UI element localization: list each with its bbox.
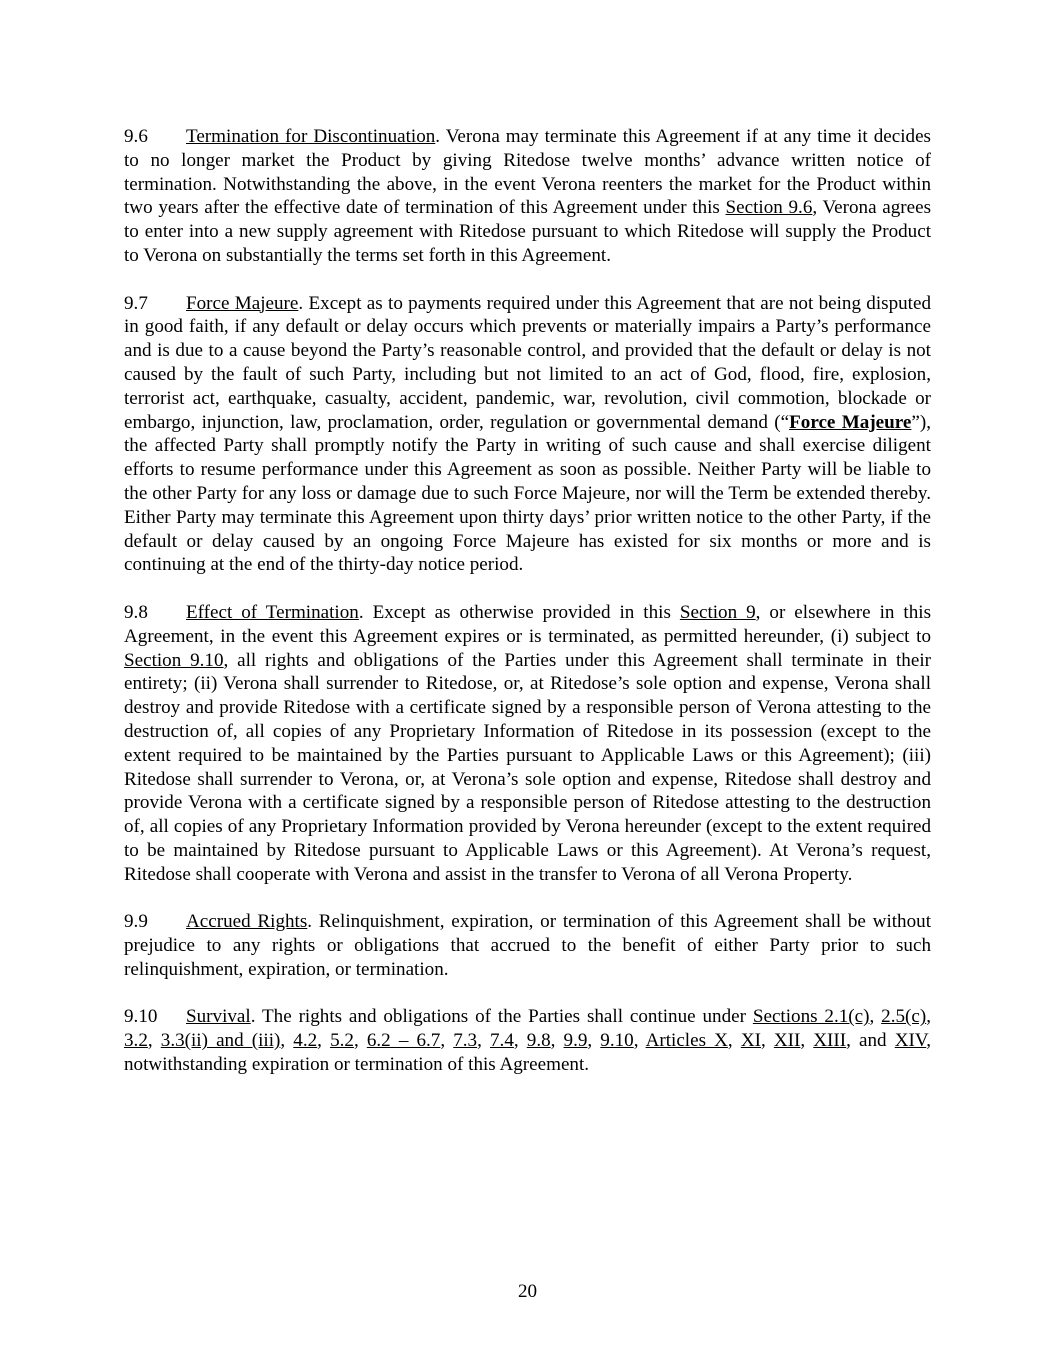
section-number: 9.9: [124, 911, 148, 933]
section-number: 9.10: [124, 1006, 158, 1028]
page-number: 20: [517, 1281, 538, 1302]
cross-reference: 9.9: [563, 1030, 588, 1052]
cross-reference: Section 9.10: [124, 649, 224, 671]
section-number: 9.7: [124, 292, 148, 314]
section-text: , or elsewhere in this Agreement, in the event this Agreement expires or is terminated, as permitted hereunder, (i) subject to: [124, 601, 931, 647]
cross-reference: 7.4: [490, 1030, 514, 1052]
document-page: [124, 125, 931, 1101]
cross-reference: 2.5(c): [881, 1006, 927, 1028]
cross-reference: Articles X: [645, 1030, 728, 1052]
section-text: , all rights and obligations of the Parties under this Agreement shall terminate in their entirety; (ii) Verona shall surrender to Ritedose, or, at Ritedose’s sole option and expense, Verona shall destroy and provide Ritedose with a certificate signed by a responsible person of Verona attesting to the destruction of, all copies of any Proprietary Information of Ritedose in its possession (except to the extent required to be maintained by the Parties pursuant to Applicable Laws or this Agreement); (iii) Ritedose shall surrender to Verona, or, at Verona’s sole option and expense, Ritedose shall destroy and provide Verona with a certificate signed by a responsible person of Ritedose attesting to the destruction of, all copies of any Proprietary Information provided by Verona hereunder (except to the extent required to be maintained by Ritedose pursuant to Applicable Laws or this Agreement). At Verona’s request, Ritedose shall cooperate with Verona and assist in the transfer to Verona of all Verona Property.: [124, 649, 931, 885]
section-9-6: [124, 125, 931, 268]
cross-reference: Section 9: [679, 601, 756, 623]
section-9-10: 9.10 Survival. The rights and obligations of the Parties shall continue under Sections 2.1(c), 2.5(c), 3.2, 3.3(ii) and (iii), 4.2, 5.2, 6.2 – 6.7, 7.3, 7.4, 9.8, 9.9, 9.10, Articles X, XI, XII, XIII, and XIV, notwithstanding expiration or termination of this Agreement.: [124, 1006, 931, 1076]
cross-reference: XI: [740, 1030, 761, 1052]
section-heading: Termination for Discontinuation: [186, 126, 436, 147]
cross-reference: Section 9.6: [725, 197, 813, 219]
section-text: . The rights and obligations of the Parties shall continue under: [250, 1006, 753, 1028]
cross-reference: XIV: [894, 1030, 927, 1052]
defined-term: Force Majeure: [789, 411, 912, 433]
section-text: . Except as to payments required under this Agreement that are not being disputed in good faith, if any default or delay occurs which prevents or materially impairs a Party’s performance and is due to a cause beyond the Party’s reasonable control, and provided that the default or delay is not caused by the fault of such Party, including but not limited to an act of God, flood, fire, explosion, terrorist act, earthquake, casualty, accident, pandemic, war, revolution, civil commotion, blockade or embargo, injunction, law, proclamation, order, regulation or governmental demand (“: [124, 292, 932, 433]
section-number: 9.8: [124, 601, 148, 623]
cross-reference: 4.2: [293, 1030, 318, 1052]
cross-reference: XII: [773, 1030, 801, 1052]
section-text: , Verona agrees to enter into a new supply agreement with Ritedose pursuant to which Ritedose will supply the Product to Verona on substantially the terms set forth in this Agreement.: [124, 197, 931, 266]
cross-reference: 7.3: [453, 1030, 478, 1052]
section-heading: Accrued Rights: [186, 911, 308, 933]
section-heading: Effect of Termination: [186, 601, 359, 623]
cross-reference: 5.2: [330, 1030, 354, 1052]
conjunction: and: [859, 1030, 887, 1052]
section-text: , notwithstanding expiration or termination of this Agreement.: [124, 1030, 931, 1076]
section-9-8: [124, 601, 931, 887]
section-heading: Survival: [186, 1006, 251, 1028]
section-text: . Relinquishment, expiration, or termination of this Agreement shall be without prejudice to any rights or obligations that accrued to the benefit of either Party prior to such relinquishment, expiration, or termination.: [124, 911, 931, 980]
section-text: ”), the affected Party shall promptly notify the Party in writing of such cause and shall exercise diligent efforts to resume performance under this Agreement as soon as possible. Neither Party will be liable to the other Party for any loss or damage due to such Force Majeure, nor will the Term be extended thereby. Either Party may terminate this Agreement upon thirty days’ prior written notice to the other Party, if the default or delay caused by an ongoing Force Majeure has existed for six months or more and is continuing at the end of the thirty-day notice period.: [124, 411, 931, 576]
section-heading: Force Majeure: [186, 292, 299, 314]
cross-reference: 3.3(ii) and (iii): [160, 1030, 281, 1052]
section-text: . Verona may terminate this Agreement if at any time it decides to no longer market the Product by giving Ritedose twelve months’ advance written notice of termination. Notwithstanding the above, in the event Verona reenters the market for the Product within two years after the effective date of termination of this Agreement under this: [124, 126, 931, 219]
cross-reference: Sections 2.1(c): [752, 1006, 870, 1028]
section-9-7: [124, 292, 931, 578]
cross-reference: 6.2 – 6.7: [366, 1030, 441, 1052]
cross-reference: 9.10: [600, 1030, 634, 1052]
cross-reference: 3.2: [124, 1030, 148, 1052]
section-text: . Except as otherwise provided in this: [358, 601, 680, 623]
section-number: 9.6: [124, 126, 148, 147]
cross-reference: XIII: [813, 1030, 847, 1052]
cross-reference: 9.8: [526, 1030, 551, 1052]
section-9-9: [124, 910, 931, 981]
